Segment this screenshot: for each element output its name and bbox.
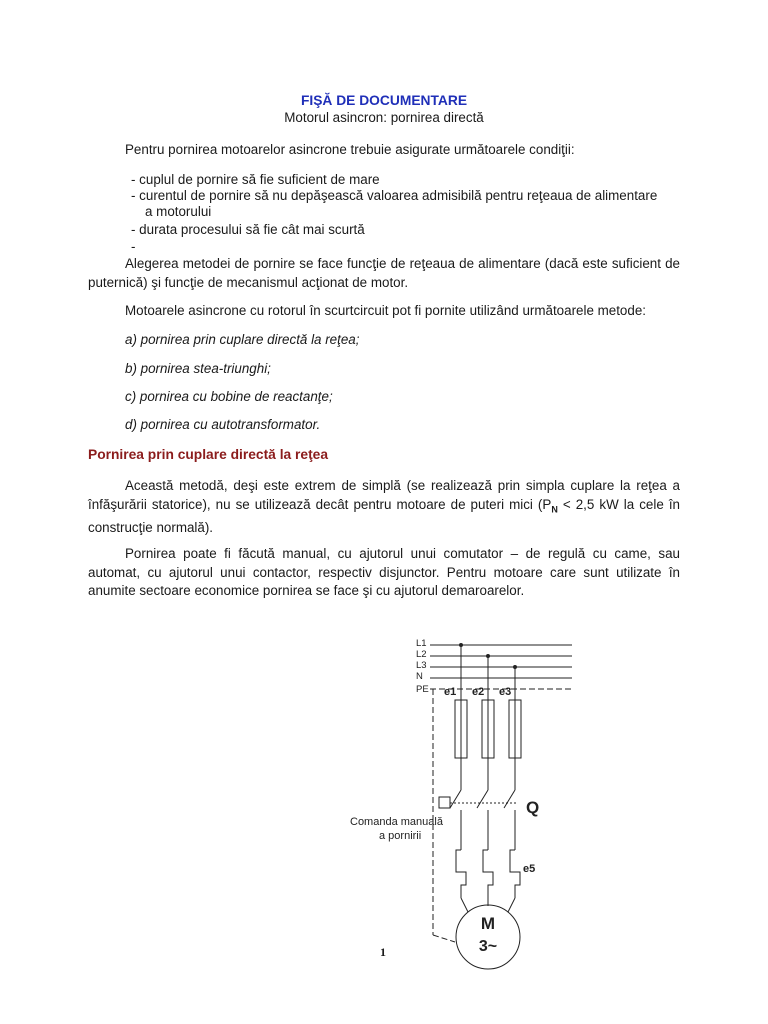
condition-item: - durata procesului să fie cât mai scurtă xyxy=(131,222,365,237)
junction-dot xyxy=(486,654,490,658)
condition-item: - curentul de pornire să nu depăşească valoarea admisibilă pentru reţeaua de alimentare xyxy=(131,188,658,203)
section-heading: Pornirea prin cuplare directă la reţea xyxy=(88,447,329,462)
switch-blade-1 xyxy=(450,790,461,808)
method-item: d) pornirea cu autotransformator. xyxy=(125,417,321,432)
power-subscript: N xyxy=(551,504,558,515)
method-item: a) pornirea prin cuplare directă la reţea; xyxy=(125,332,360,347)
manual-control-box xyxy=(439,797,450,808)
bus-label: L2 xyxy=(416,649,427,660)
manual-control-label: Comanda manuală xyxy=(350,816,443,828)
manual-control-label-2: a pornirii xyxy=(379,830,422,842)
page-number: 1 xyxy=(380,945,386,959)
method-paragraph: Alegerea metodei de pornire se face funcţie de reţeaua de alimentare (dacă este suficient de puternică) şi funcţie de mecanismul acţionat de motor. xyxy=(88,256,680,290)
page-subtitle: Motorul asincron: pornirea directă xyxy=(284,110,484,125)
intro-paragraph: Pentru pornirea motoarelor asincrone trebuie asigurate următoarele condiţii: xyxy=(125,142,575,157)
condition-item: - xyxy=(131,239,136,254)
bus-label: N xyxy=(416,671,423,682)
manual-start-paragraph: Pornirea poate fi făcută manual, cu ajutorul unui comutator – de regulă cu came, sau automat, cu ajutorul unui contactor, respectiv disjunctor. Pentru motoare care sunt utilizate în anumite sectoare economice pornirea se face şi cu ajutorul demaroarelor. xyxy=(88,546,680,598)
condition-item: - cuplul de pornire să fie suficient de mare xyxy=(131,172,380,187)
bus-label: L3 xyxy=(416,660,427,671)
motor-phase-label: 3~ xyxy=(478,938,498,955)
fuse-label: e2 xyxy=(472,686,485,698)
method-item: b) pornirea stea-triunghi; xyxy=(125,361,271,376)
thermal-relay-1 xyxy=(456,850,466,898)
bus-label: L1 xyxy=(416,638,427,649)
rotor-paragraph: Motoarele asincrone cu rotorul în scurtcircuit pot fi pornite utilizând următoarele metode: xyxy=(125,303,646,318)
junction-dot xyxy=(459,643,463,647)
fuse-label: e1 xyxy=(444,686,457,698)
condition-item-continued: a motorului xyxy=(145,204,212,219)
switch-label: Q xyxy=(526,798,540,817)
junction-dot xyxy=(513,665,517,669)
thermal-relay-2 xyxy=(483,850,493,898)
switch-blade-2 xyxy=(477,790,488,808)
switch-blade-3 xyxy=(504,790,515,808)
motor-label: M xyxy=(480,914,496,933)
relay-label: e5 xyxy=(523,863,536,875)
simple-text-2: < 2,5 kW la cele în construcţie normală). xyxy=(88,496,680,535)
page-title: FIŞĂ DE DOCUMENTARE xyxy=(300,93,468,108)
method-item: c) pornirea cu bobine de reactanţe; xyxy=(125,389,333,404)
fuse-label: e3 xyxy=(499,686,512,698)
simple-text-1: Această metodă, deşi este extrem de simplă (se realizează prin simpla cuplare la reţea a înfăşurării statorice), nu se utilizează decât pentru motoare de puteri mici (P xyxy=(88,478,680,512)
thermal-relay-3 xyxy=(510,850,520,898)
bus-label: PE xyxy=(416,684,429,695)
